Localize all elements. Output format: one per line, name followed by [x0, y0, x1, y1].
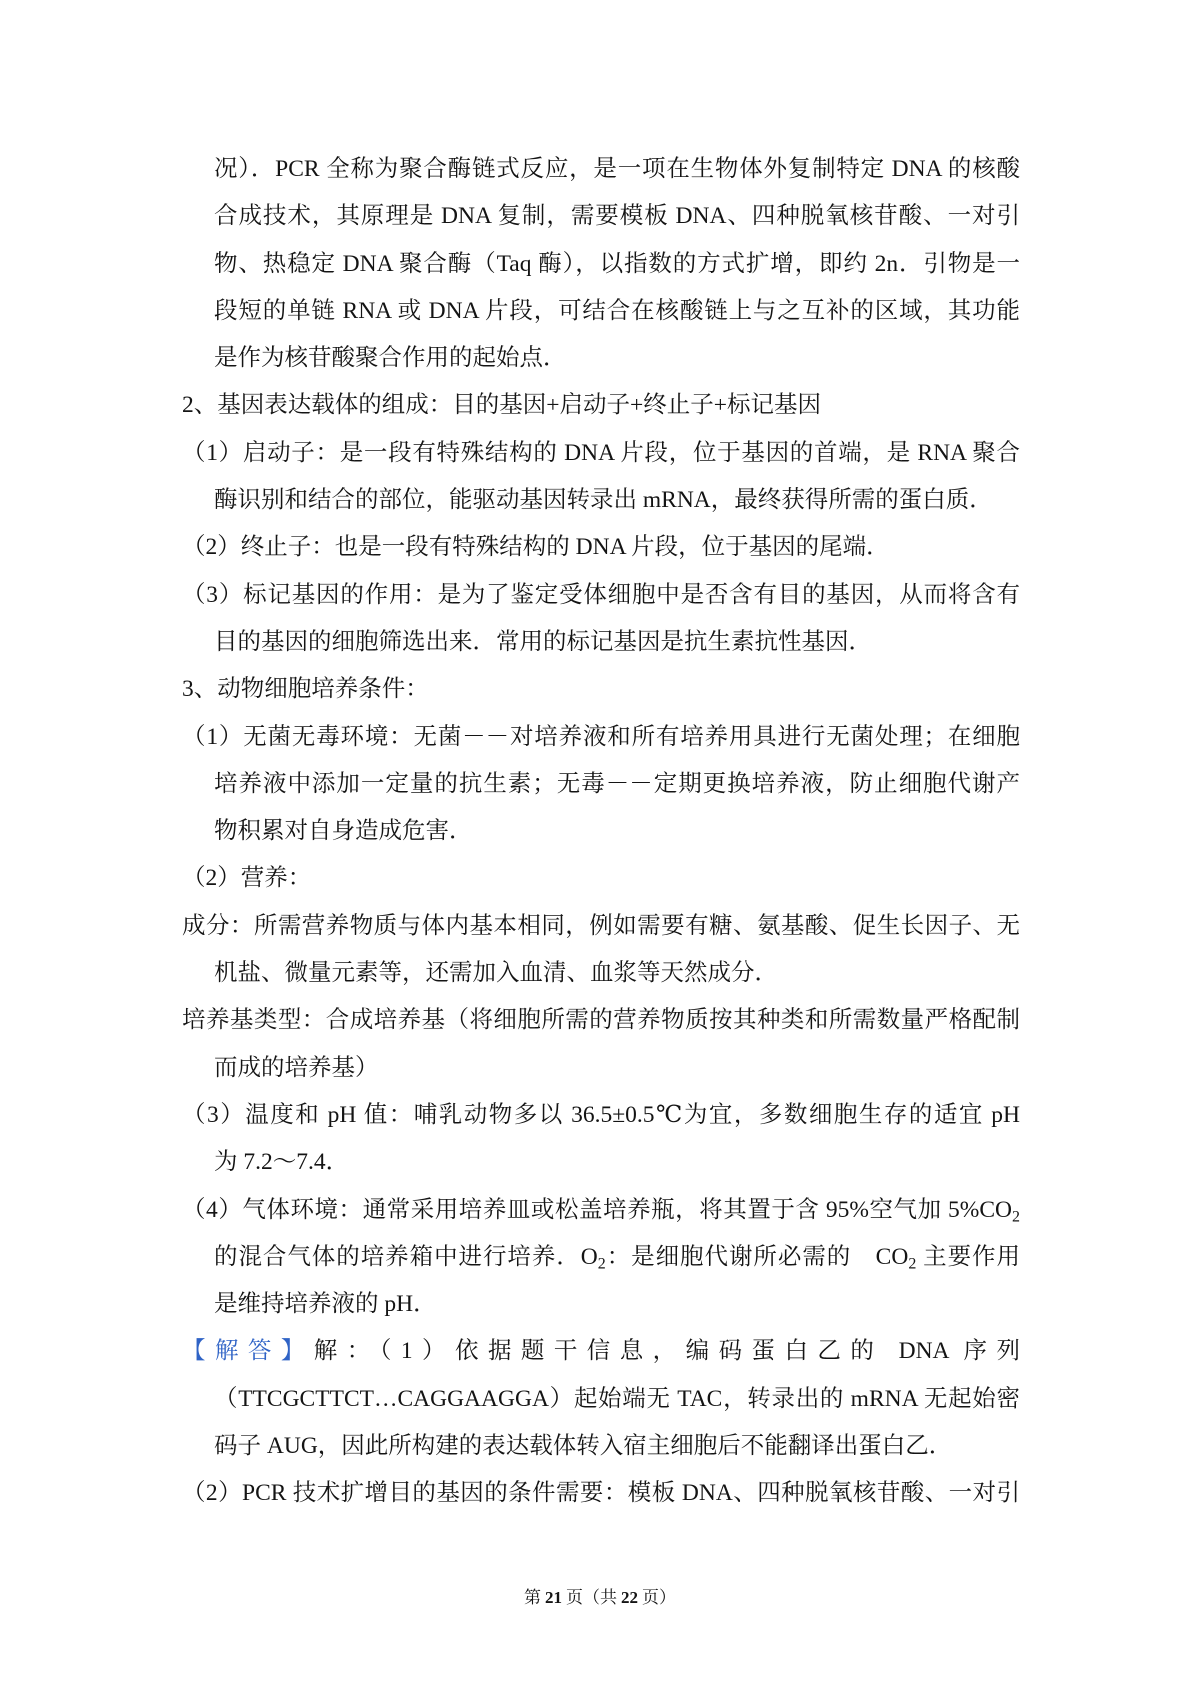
text-segment: 主要作用 [916, 1243, 1020, 1270]
text-segment: 的混合气体的培养箱中进行培养．O [214, 1243, 598, 1270]
answer-line [0, 1328, 1200, 1375]
subscript: 2 [597, 1255, 606, 1273]
text-line: （3）标记基因的作用：是为了鉴定受体细胞中是否含有目的基因，从而将含有 [182, 581, 1020, 608]
text-line: 培养液中添加一定量的抗生素；无毒－－定期更换培养液，防止细胞代谢产 [214, 770, 1020, 797]
text-line [0, 1187, 1200, 1234]
footer-middle: 页（共 [566, 1588, 617, 1607]
footer-prefix: 第 [524, 1588, 541, 1607]
page-body [0, 146, 1200, 1518]
text-line: 为 7.2～7.4． [214, 1149, 350, 1176]
text-line: （2）终止子：也是一段有特殊结构的 DNA 片段，位于基因的尾端． [182, 534, 890, 561]
text-line: （1）无菌无毒环境：无菌－－对培养液和所有培养用具进行无菌处理；在细胞 [182, 723, 1020, 750]
answer-label: 【解答】 [182, 1338, 314, 1365]
text-line: 是维持培养液的 pH． [214, 1291, 437, 1318]
text-line: 段短的单链 RNA 或 DNA 片段，可结合在核酸链上与之互补的区域，其功能 [214, 297, 1020, 324]
text-line: 物积累对自身造成危害． [214, 818, 473, 845]
text-line: （2）营养： [182, 865, 312, 892]
text-segment: 解：（1）依据题干信息，编码蛋白乙的 DNA 序列 [313, 1338, 1020, 1365]
text-segment: （4）气体环境：通常采用培养皿或松盖培养瓶，将其置于含 95%空气加 5%CO [182, 1196, 1013, 1223]
text-line: 培养基类型：合成培养基（将细胞所需的营养物质按其种类和所需数量严格配制 [182, 1007, 1020, 1034]
text-line: （3）温度和 pH 值：哺乳动物多以 36.5±0.5℃为宜，多数细胞生存的适宜 pH [182, 1101, 1020, 1128]
text-segment: ：是细胞代谢所必需的 CO [605, 1243, 909, 1270]
text-line: 合成技术，其原理是 DNA 复制，需要模板 DNA、四种脱氧核苷酸、一对引 [214, 203, 1020, 230]
text-line: （TTCGCTTCT…CAGGAAGGA）起始端无 TAC，转录出的 mRNA 无起始密 [214, 1385, 1020, 1412]
text-line: 而成的培养基） [214, 1054, 379, 1081]
text-line: 是作为核苷酸聚合作用的起始点． [214, 345, 567, 372]
text-line: 码子 AUG，因此所构建的表达载体转入宿主细胞后不能翻译出蛋白乙． [214, 1433, 953, 1460]
section-heading: 2、基因表达载体的组成：目的基因+启动子+终止子+标记基因 [182, 392, 822, 419]
text-line: 机盐、微量元素等，还需加入血清、血浆等天然成分． [214, 960, 778, 987]
text-line: 成分：所需营养物质与体内基本相同，例如需要有糖、氨基酸、促生长因子、无 [182, 912, 1020, 939]
text-line: 况）．PCR 全称为聚合酶链式反应，是一项在生物体外复制特定 DNA 的核酸 [214, 156, 1020, 182]
text-line: 酶识别和结合的部位，能驱动基因转录出 mRNA，最终获得所需的蛋白质． [214, 487, 993, 514]
text-line [0, 1234, 1200, 1281]
text-line: （1）启动子：是一段有特殊结构的 DNA 片段，位于基因的首端，是 RNA 聚合 [182, 439, 1020, 466]
text-line: 目的基因的细胞筛选出来．常用的标记基因是抗生素抗性基因． [214, 628, 872, 655]
total-page-number: 22 [621, 1588, 638, 1607]
current-page-number: 21 [545, 1588, 562, 1607]
subscript: 2 [908, 1255, 917, 1273]
text-line: 物、热稳定 DNA 聚合酶（Taq 酶），以指数的方式扩增，即约 2n．引物是一 [214, 250, 1020, 277]
section-heading: 3、动物细胞培养条件： [182, 676, 429, 703]
subscript: 2 [1012, 1208, 1020, 1225]
page-number-footer [0, 1586, 1200, 1610]
text-line: （2）PCR 技术扩增目的基因的条件需要：模板 DNA、四种脱氧核苷酸、一对引 [182, 1480, 1020, 1507]
footer-suffix: 页） [642, 1588, 676, 1607]
